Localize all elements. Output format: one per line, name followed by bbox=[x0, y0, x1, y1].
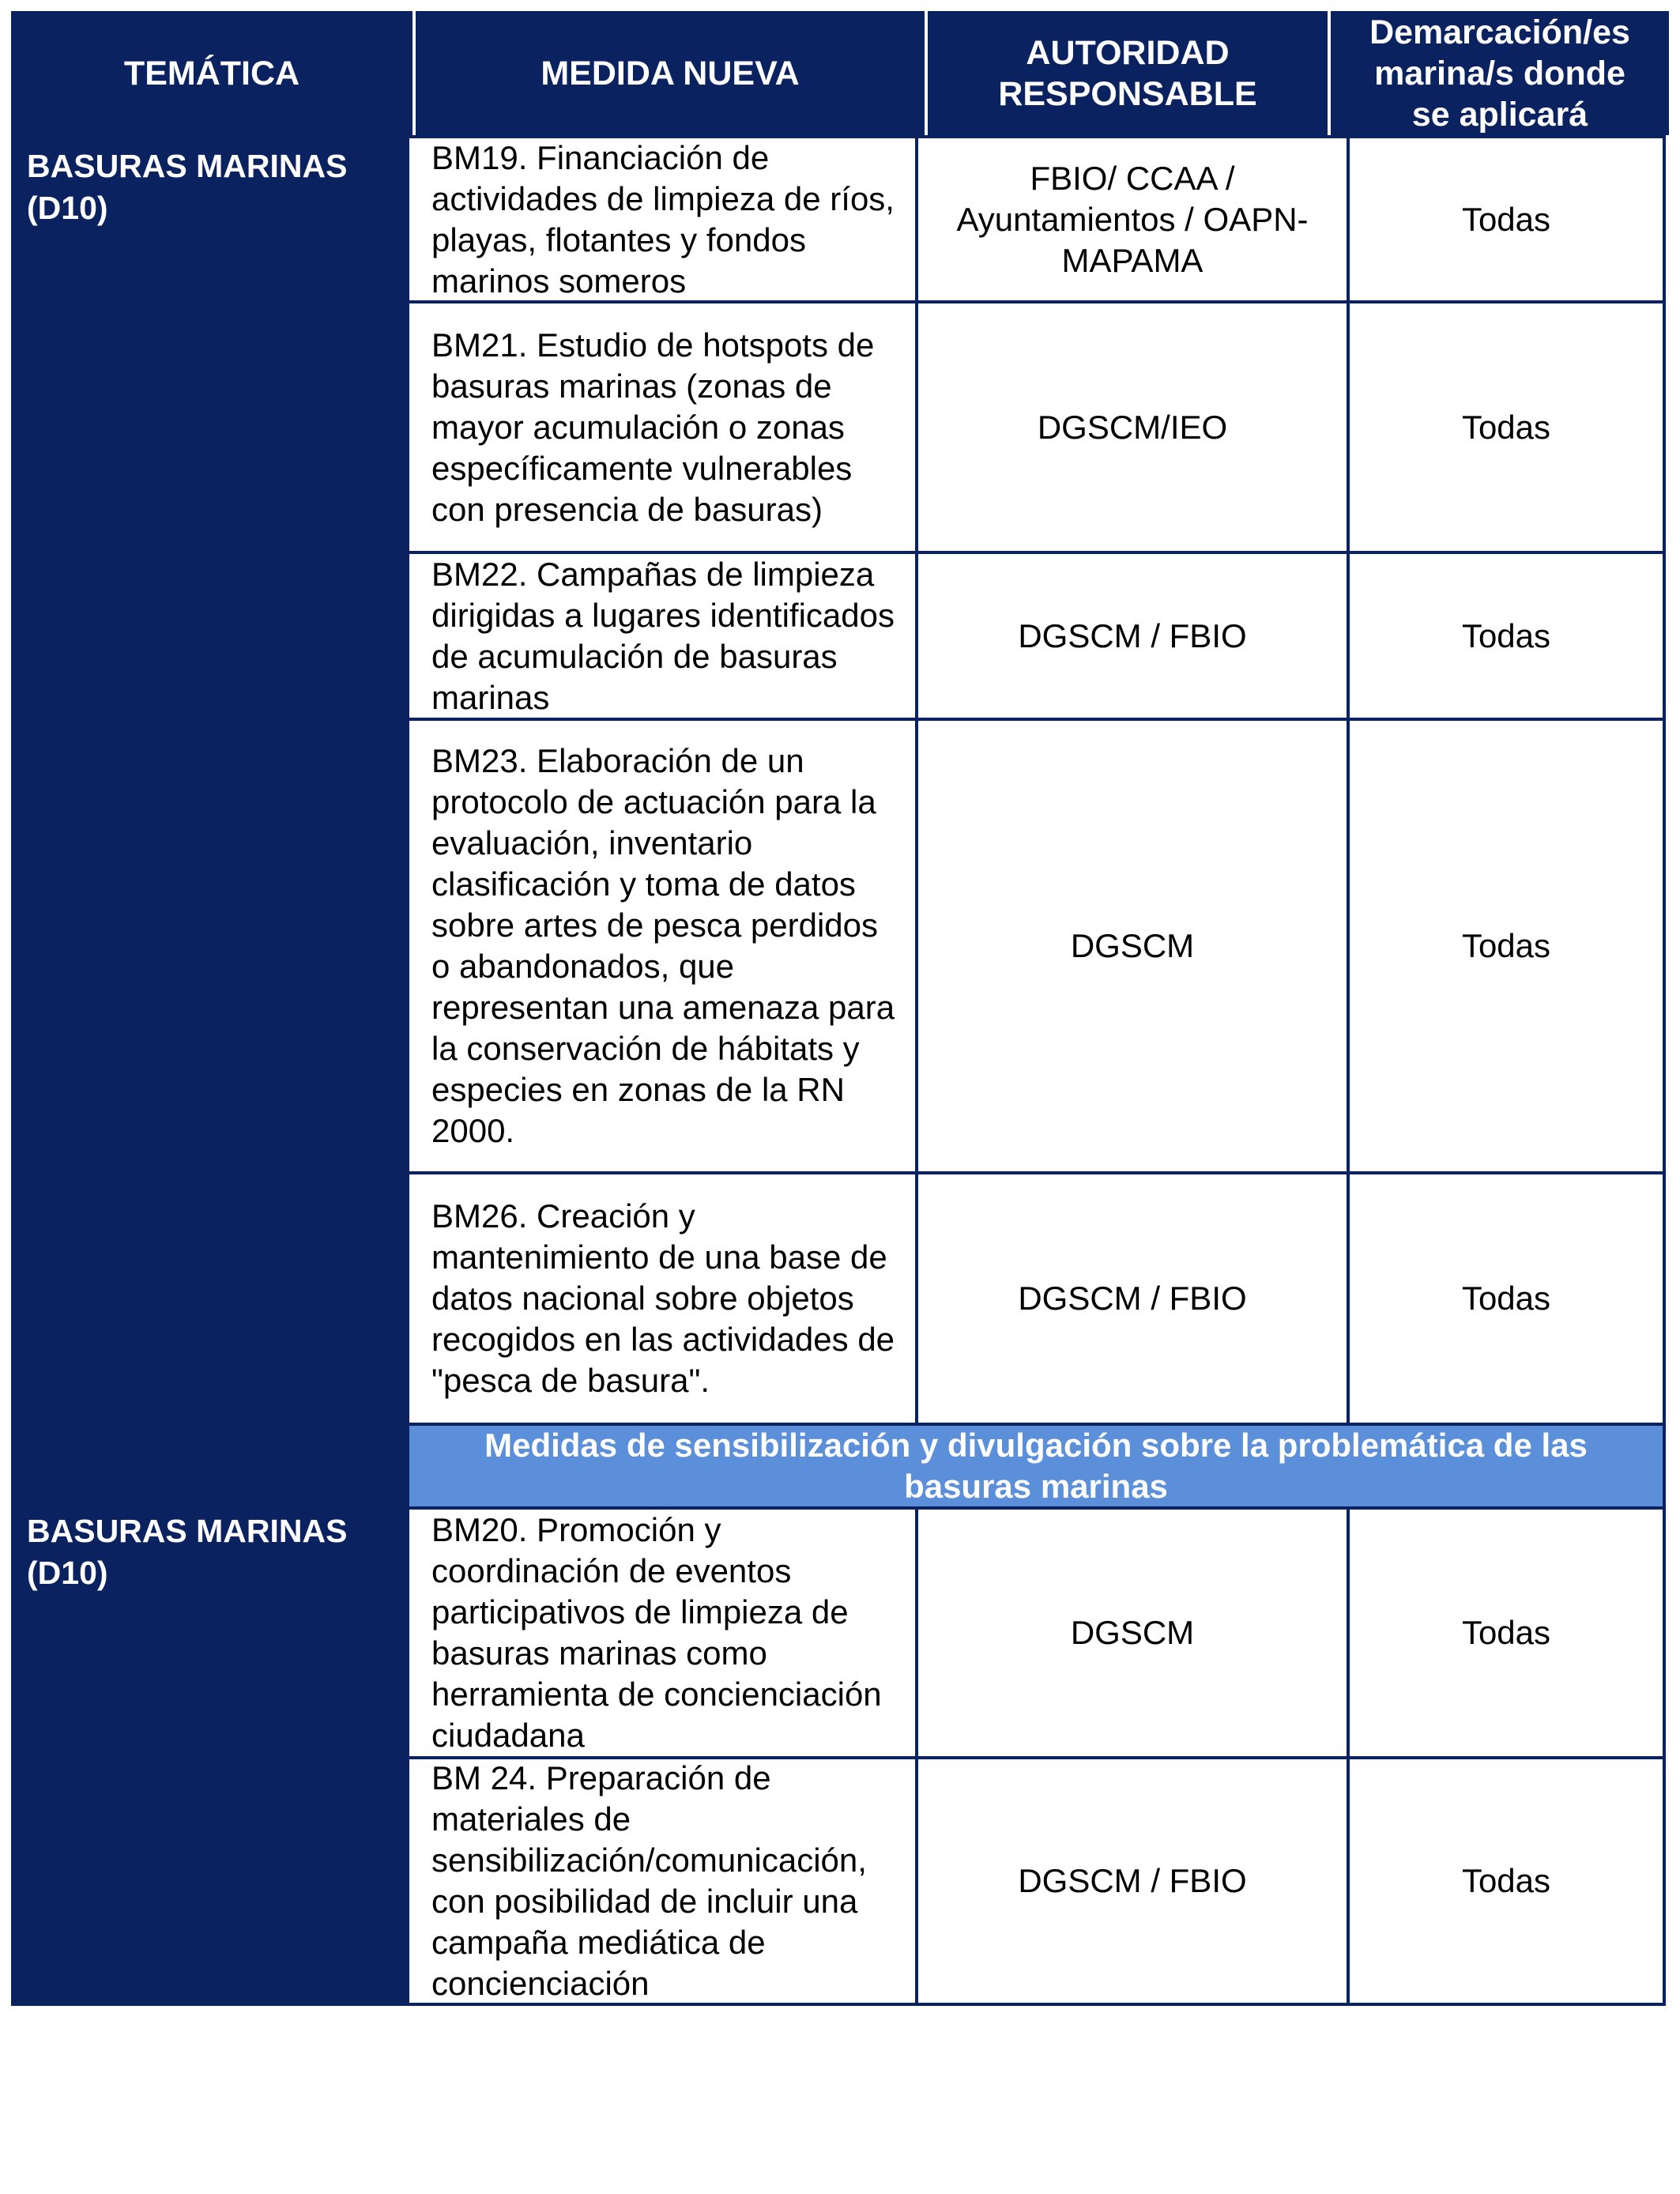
header-tematica bbox=[11, 11, 412, 135]
table-row-autoridad bbox=[915, 135, 1350, 303]
demarcacion-text: Todas bbox=[1461, 408, 1551, 446]
medida-text: BM26. Creación y mantenimiento de una base de datos nacional sobre objetos recogidos en las actividades de "pesca de basura". bbox=[431, 1197, 895, 1399]
medida-text: BM20. Promoción y coordinación de eventos participativos de limpieza de basuras marinas como herramienta de concienciación ciudadana bbox=[431, 1511, 882, 1754]
header-autoridad-label: AUTORIDAD RESPONSABLE bbox=[998, 33, 1257, 113]
medida-text: BM23. Elaboración de un protocolo de actuación para la evaluación, inventario clasificación y toma de datos sobre artes de pesca perdidos o abandonados, que representan una amenaza para la conservación de hábitats y especies en zonas de la RN 2000. bbox=[431, 742, 895, 1149]
demarcacion-text: Todas bbox=[1461, 616, 1551, 654]
autoridad-text: DGSCM/IEO bbox=[1037, 408, 1228, 446]
section-heading bbox=[406, 1423, 1666, 1510]
header-tematica-label: TEMÁTICA bbox=[123, 54, 300, 92]
table-row-autoridad bbox=[915, 300, 1350, 554]
header-demarcacion bbox=[1331, 11, 1669, 135]
table-row-demarcacion bbox=[1347, 1756, 1666, 2006]
header-demarcacion-label: Demarcación/es marina/s donde se aplicará bbox=[1369, 13, 1630, 134]
medida-text: BM22. Campañas de limpieza dirigidas a lugares identificados de acumulación de basuras marinas bbox=[431, 555, 895, 716]
header-medida-label: MEDIDA NUEVA bbox=[541, 54, 800, 92]
tematica-label: BASURAS MARINAS (D10) bbox=[27, 1513, 348, 1591]
table-row-medida bbox=[406, 1506, 918, 1759]
autoridad-text: FBIO/ CCAA / Ayuntamientos / OAPN- MAPAMA bbox=[956, 159, 1309, 279]
table-row-autoridad bbox=[915, 1506, 1350, 1759]
table-row-medida bbox=[406, 718, 918, 1174]
autoridad-text: DGSCM / FBIO bbox=[1018, 1280, 1247, 1317]
medida-text: BM19. Financiación de actividades de limpieza de ríos, playas, flotantes y fondos marinos someros bbox=[431, 138, 895, 300]
table-row-medida bbox=[406, 551, 918, 721]
table-row-demarcacion bbox=[1347, 551, 1666, 721]
demarcacion-text: Todas bbox=[1461, 927, 1551, 964]
demarcacion-text: Todas bbox=[1461, 1862, 1551, 1899]
demarcacion-text: Todas bbox=[1461, 200, 1551, 238]
header-autoridad bbox=[928, 11, 1328, 135]
demarcacion-text: Todas bbox=[1461, 1280, 1551, 1317]
section-heading-text: Medidas de sensibilización y divulgación sobre la problemática de las basuras marinas bbox=[484, 1427, 1588, 1505]
table-row-autoridad bbox=[915, 718, 1350, 1174]
table-row-autoridad bbox=[915, 551, 1350, 721]
medida-text: BM 24. Preparación de materiales de sensibilización/comunicación, con posibilidad de incluir una campaña mediática de concienciación bbox=[431, 1759, 867, 2002]
table-row-medida bbox=[406, 1171, 918, 1426]
table-row-medida bbox=[406, 1756, 918, 2006]
table-row-demarcacion bbox=[1347, 300, 1666, 554]
medida-text: BM21. Estudio de hotspots de basuras marinas (zonas de mayor acumulación o zonas específicamente vulnerables con presencia de basuras) bbox=[431, 326, 875, 528]
tematica-label: BASURAS MARINAS (D10) bbox=[27, 148, 348, 226]
table-row-demarcacion bbox=[1347, 1506, 1666, 1759]
autoridad-text: DGSCM bbox=[1070, 1614, 1195, 1651]
demarcacion-text: Todas bbox=[1461, 1614, 1551, 1651]
tematica-column bbox=[11, 135, 406, 2006]
table-row-medida bbox=[406, 300, 918, 554]
table-row-demarcacion bbox=[1347, 718, 1666, 1174]
table-row-medida bbox=[406, 135, 918, 303]
table-row-autoridad bbox=[915, 1756, 1350, 2006]
autoridad-text: DGSCM / FBIO bbox=[1018, 1862, 1247, 1899]
autoridad-text: DGSCM bbox=[1070, 927, 1195, 964]
table-row-demarcacion bbox=[1347, 135, 1666, 303]
table-row-demarcacion bbox=[1347, 1171, 1666, 1426]
autoridad-text: DGSCM / FBIO bbox=[1018, 616, 1247, 654]
header-medida bbox=[416, 11, 925, 135]
table-row-autoridad bbox=[915, 1171, 1350, 1426]
